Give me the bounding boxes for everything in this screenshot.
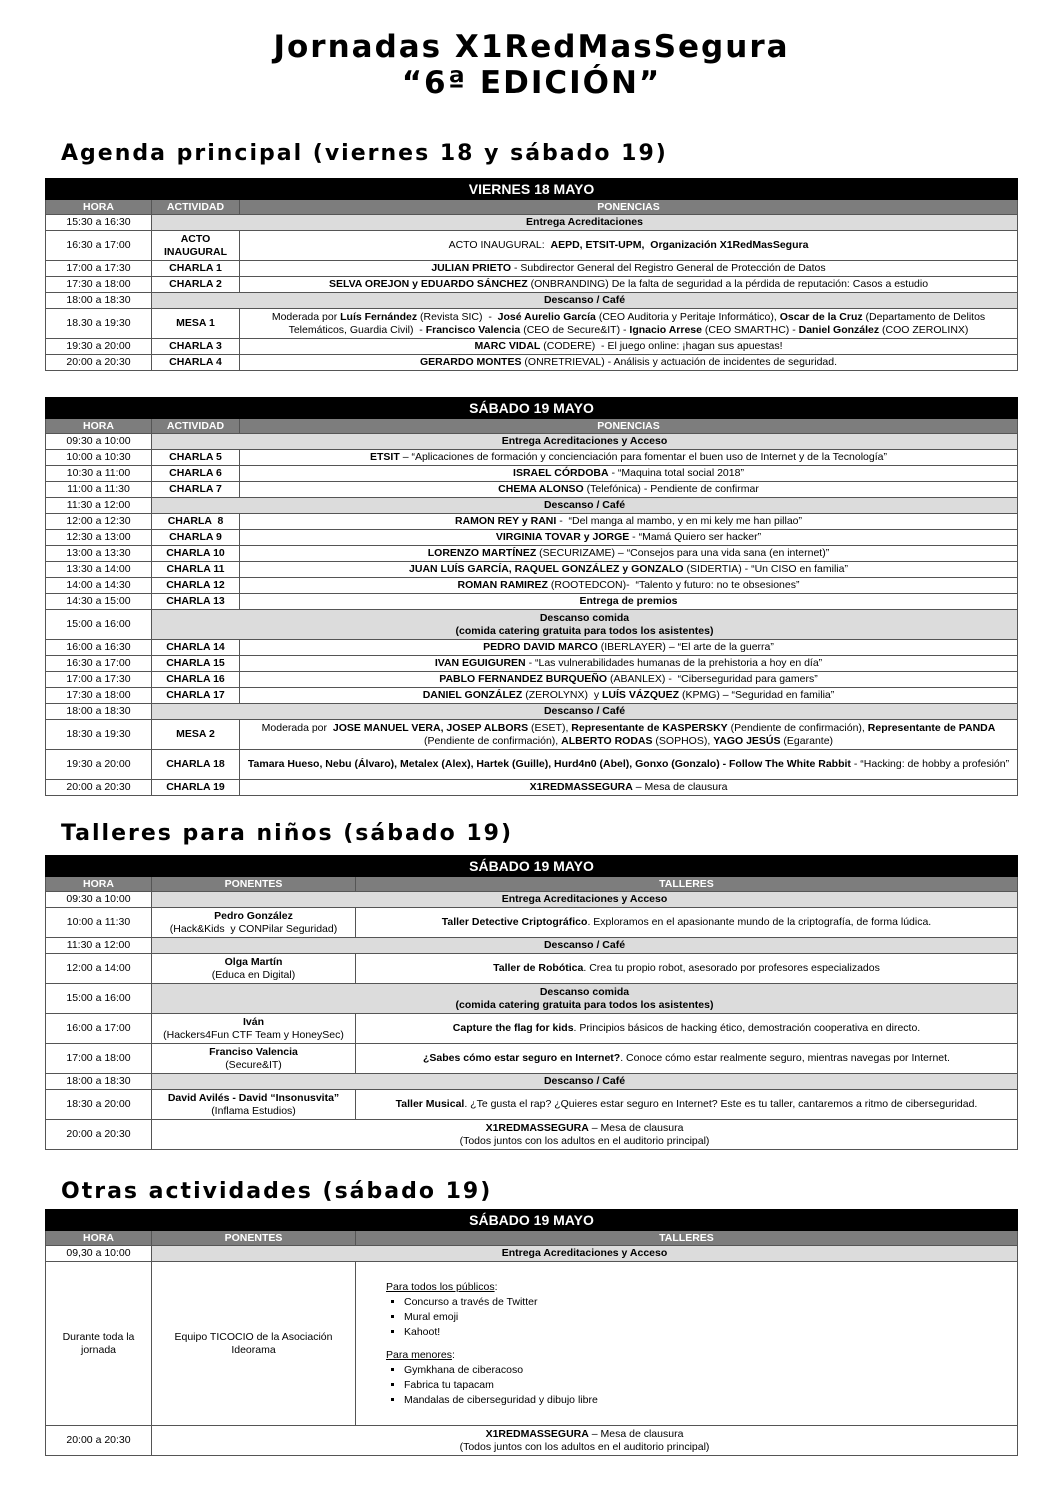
sabado-talk: JUAN LUÍS GARCÍA, RAQUEL GONZÁLEZ y GONZALO (SIDERTIA) - “Un CISO en familia” (240, 562, 1018, 578)
sabado-activity: CHARLA 6 (152, 466, 240, 482)
otras-col-ponentes: PONENTES (152, 1231, 356, 1246)
talleres-speaker: Pedro González (Hack&Kids y CONPilar Seguridad) (152, 908, 356, 938)
talleres-time: 18:00 a 18:30 (46, 1074, 152, 1090)
sabado-row (46, 514, 1018, 530)
sabado-time: 13:00 a 13:30 (46, 546, 152, 562)
sabado-time: 14:30 a 15:00 (46, 594, 152, 610)
section-agenda-title: Agenda principal (viernes 18 y sábado 19) (61, 141, 668, 166)
viernes-time: 19:30 a 20:00 (46, 339, 152, 355)
viernes-time: 15:30 a 16:30 (46, 215, 152, 231)
sabado-activity: MESA 2 (152, 720, 240, 750)
talleres-row (46, 984, 1018, 1014)
otras-group1-list (386, 1295, 1014, 1340)
otras-close-time: 20:00 a 20:30 (46, 1426, 152, 1456)
talleres-row (46, 954, 1018, 984)
talleres-row (46, 1090, 1018, 1120)
talleres-workshop: Taller Detective Criptográfico. Exploramos en el apasionante mundo de la criptografía, de forma lúdica. (356, 908, 1018, 938)
sabado-activity: CHARLA 9 (152, 530, 240, 546)
sabado-activity: CHARLA 15 (152, 656, 240, 672)
viernes-activity: CHARLA 3 (152, 339, 240, 355)
viernes-time: 18.30 a 19:30 (46, 309, 152, 339)
sabado-activity: CHARLA 12 (152, 578, 240, 594)
sabado-row (46, 562, 1018, 578)
talleres-speaker: Olga Martín (Educa en Digital) (152, 954, 356, 984)
talleres-col-talleres: TALLERES (356, 877, 1018, 892)
sabado-time: 17:00 a 17:30 (46, 672, 152, 688)
viernes-row (46, 231, 1018, 261)
viernes-row (46, 355, 1018, 371)
viernes-time: 20:00 a 20:30 (46, 355, 152, 371)
sabado-talk: ROMAN RAMIREZ (ROOTEDCON)- “Talento y futuro: no te obsesiones” (240, 578, 1018, 594)
viernes-row (46, 277, 1018, 293)
viernes-time: 17:00 a 17:30 (46, 261, 152, 277)
sabado-row (46, 672, 1018, 688)
otras-close-text: – Mesa de clausura (588, 1427, 684, 1440)
talleres-row (46, 1074, 1018, 1090)
viernes-time: 18:00 a 18:30 (46, 293, 152, 309)
sabado-time: 18:00 a 18:30 (46, 704, 152, 720)
sabado-talk: Entrega de premios (240, 594, 1018, 610)
talleres-col-ponentes: PONENTES (152, 877, 356, 892)
sabado-talk: ETSIT – “Aplicaciones de formación y concienciación para fomentar el buen uso de Internet y de la Tecnología” (240, 450, 1018, 466)
sabado-talk: CHEMA ALONSO (Telefónica) - Pendiente de confirmar (240, 482, 1018, 498)
viernes-activity: ACTO INAUGURAL (152, 231, 240, 261)
otras-activity-item: ▪ Mandalas de ciberseguridad y dibujo libre (404, 1393, 1014, 1408)
sabado-time: 16:00 a 16:30 (46, 640, 152, 656)
otras-acc-text: Entrega Acreditaciones y Acceso (152, 1246, 1018, 1262)
talleres-workshop: Taller Musical. ¿Te gusta el rap? ¿Quieres estar seguro en Internet? Este es tu taller, cantaremos a ritmo de ciberseguridad. (356, 1090, 1018, 1120)
talleres-time: 17:00 a 18:00 (46, 1044, 152, 1074)
talleres-closing: X1REDMASSEGURA – Mesa de clausura (Todos juntos con los adultos en el auditorio principal) (152, 1120, 1018, 1150)
otras-activity-item: ▪ Concurso a través de Twitter (404, 1295, 1014, 1310)
sabado-talk: IVAN EGUIGUREN - “Las vulnerabilidades humanas de la prehistoria a hoy en día” (240, 656, 1018, 672)
otras-activity-item: ▪ Mural emoji (404, 1310, 1014, 1325)
sabado-talk: Tamara Hueso, Nebu (Álvaro), Metalex (Alex), Hartek (Guille), Hurd4n0 (Abel), Gonxo (Gonzalo) - Follow The White Rabbit - “Hacking: de hobby a profesión” (240, 750, 1018, 780)
talleres-time: 12:00 a 14:00 (46, 954, 152, 984)
viernes-activity: CHARLA 1 (152, 261, 240, 277)
sabado-talk: X1REDMASSEGURA – Mesa de clausura (240, 780, 1018, 796)
section-talleres-title: Talleres para niños (sábado 19) (61, 821, 514, 846)
sabado-time: 17:30 a 18:00 (46, 688, 152, 704)
sabado-row (46, 434, 1018, 450)
sabado-row (46, 466, 1018, 482)
viernes-activity: CHARLA 4 (152, 355, 240, 371)
talleres-workshop: ¿Sabes cómo estar seguro en Internet?. Conoce cómo estar realmente seguro, mientras navegas por Internet. (356, 1044, 1018, 1074)
viernes-talk: Moderada por Luís Fernández (Revista SIC) - José Aurelio García (CEO Auditoria y Peritaje Informático), Oscar de la Cruz (Departamento de Delitos Telemáticos, Guardia Civil) - Francisco Valencia (CEO de Secure&IT) - Ignacio Arrese (CEO SMARTHC) - Daniel González (COO ZEROLINX) (240, 309, 1018, 339)
sabado-activity: CHARLA 14 (152, 640, 240, 656)
otras-activity-item: ▪ Fabrica tu tapacam (404, 1378, 1014, 1393)
talleres-row (46, 908, 1018, 938)
sabado-activity: CHARLA 16 (152, 672, 240, 688)
talleres-break: Descanso / Café (152, 1074, 1018, 1090)
talleres-row (46, 938, 1018, 954)
sabado-activity: CHARLA 8 (152, 514, 240, 530)
sabado-talk: RAMON REY y RANI - “Del manga al mambo, y en mi kely me han pillao” (240, 514, 1018, 530)
otras-activity-item: ▪ Kahoot! (404, 1325, 1014, 1340)
otras-close-title: X1REDMASSEGURA (485, 1427, 589, 1440)
talleres-workshop: Taller de Robótica. Crea tu propio robot, asesorado por profesores especializados (356, 954, 1018, 984)
sabado-time: 15:00 a 16:00 (46, 610, 152, 640)
sabado-time: 12:00 a 12:30 (46, 514, 152, 530)
viernes-row (46, 293, 1018, 309)
sabado-talk: PEDRO DAVID MARCO (IBERLAYER) – “El arte de la guerra” (240, 640, 1018, 656)
sabado-row (46, 530, 1018, 546)
viernes-activity: CHARLA 2 (152, 277, 240, 293)
sabado-time: 19:30 a 20:00 (46, 750, 152, 780)
viernes-time: 16:30 a 17:00 (46, 231, 152, 261)
sabado-time: 09:30 a 10:00 (46, 434, 152, 450)
sabado-row (46, 546, 1018, 562)
sabado-activity: CHARLA 17 (152, 688, 240, 704)
sabado-row (46, 498, 1018, 514)
doc-title-line2: “6ª EDICIÓN” (401, 65, 662, 101)
talleres-header-row (46, 877, 1018, 892)
otras-group2-title: Para menores (386, 1348, 452, 1361)
sabado-talk: PABLO FERNANDEZ BURQUEÑO (ABANLEX) - “Ciberseguridad para gamers” (240, 672, 1018, 688)
viernes-time: 17:30 a 18:00 (46, 277, 152, 293)
sabado-activity: CHARLA 13 (152, 594, 240, 610)
sabado-row (46, 640, 1018, 656)
talleres-speaker: Iván (Hackers4Fun CTF Team y HoneySec) (152, 1014, 356, 1044)
sabado-row (46, 610, 1018, 640)
sabado-break: Entrega Acreditaciones y Acceso (152, 434, 1018, 450)
sabado-talk: ISRAEL CÓRDOBA - “Maquina total social 2018” (240, 466, 1018, 482)
sabado-time: 12:30 a 13:00 (46, 530, 152, 546)
sabado-time: 11:00 a 11:30 (46, 482, 152, 498)
section-otras-title: Otras actividades (sábado 19) (61, 1179, 493, 1204)
viernes-talk: MARC VIDAL (CODERE) - El juego online: ¡hagan sus apuestas! (240, 339, 1018, 355)
viernes-talk: GERARDO MONTES (ONRETRIEVAL) - Análisis y actuación de incidentes de seguridad. (240, 355, 1018, 371)
sabado-row (46, 482, 1018, 498)
talleres-workshop: Capture the flag for kids. Principios básicos de hacking ético, demostración cooperativa en directo. (356, 1014, 1018, 1044)
viernes-row (46, 339, 1018, 355)
viernes-day-header: VIERNES 18 MAYO (46, 179, 1018, 200)
viernes-col-ponencias: PONENCIAS (240, 200, 1018, 215)
sabado-activity: CHARLA 11 (152, 562, 240, 578)
sabado-time: 10:00 a 10:30 (46, 450, 152, 466)
otras-close-sub: (Todos juntos con los adultos en el auditorio principal) (459, 1440, 710, 1453)
viernes-talk: SELVA OREJON y EDUARDO SÁNCHEZ (ONBRANDING) De la falta de seguridad a la pérdida de reputación: Casos a estudio (240, 277, 1018, 293)
sabado-talk: LORENZO MARTÍNEZ (SECURIZAME) – “Consejos para una vida sana (en internet)” (240, 546, 1018, 562)
otras-activity-item: ▪ Gymkhana de ciberacoso (404, 1363, 1014, 1378)
sabado-row (46, 594, 1018, 610)
talleres-table (45, 855, 1018, 1150)
sabado-row (46, 688, 1018, 704)
sabado-row (46, 450, 1018, 466)
sabado-time: 16:30 a 17:00 (46, 656, 152, 672)
talleres-time: 16:00 a 17:00 (46, 1014, 152, 1044)
sabado-activity: CHARLA 10 (152, 546, 240, 562)
viernes-talk: ACTO INAUGURAL: AEPD, ETSIT-UPM, Organización X1RedMasSegura (240, 231, 1018, 261)
otras-main-who: Equipo TICOCIO de la Asociación Ideorama (152, 1262, 356, 1426)
sabado-col-actividad: ACTIVIDAD (152, 419, 240, 434)
sabado-time: 11:30 a 12:00 (46, 498, 152, 514)
sabado-activity: CHARLA 18 (152, 750, 240, 780)
viernes-header-row (46, 200, 1018, 215)
sabado-row (46, 750, 1018, 780)
sabado-talk: VIRGINIA TOVAR y JORGE - “Mamá Quiero ser hacker” (240, 530, 1018, 546)
sabado-row (46, 578, 1018, 594)
viernes-talk: JULIAN PRIETO - Subdirector General del Registro General de Protección de Datos (240, 261, 1018, 277)
sabado-day-header: SÁBADO 19 MAYO (46, 398, 1018, 419)
viernes-break: Entrega Acreditaciones (152, 215, 1018, 231)
sabado-time: 18:30 a 19:30 (46, 720, 152, 750)
otras-col-talleres: TALLERES (356, 1231, 1018, 1246)
sabado-activity: CHARLA 7 (152, 482, 240, 498)
otras-group1-title: Para todos los públicos (386, 1280, 495, 1293)
sabado-row (46, 656, 1018, 672)
viernes-col-hora: HORA (46, 200, 152, 215)
viernes-row (46, 215, 1018, 231)
sabado-day-row (46, 398, 1018, 419)
otras-acc-time: 09,30 a 10:00 (46, 1246, 152, 1262)
agenda-viernes-table (45, 178, 1018, 371)
sabado-activity: CHARLA 5 (152, 450, 240, 466)
sabado-activity: CHARLA 19 (152, 780, 240, 796)
talleres-speaker: David Avilés - David “Insonusvita” (Inflama Estudios) (152, 1090, 356, 1120)
talleres-row (46, 892, 1018, 908)
viernes-col-actividad: ACTIVIDAD (152, 200, 240, 215)
sabado-row (46, 780, 1018, 796)
sabado-row (46, 720, 1018, 750)
sabado-break: Descanso / Café (152, 498, 1018, 514)
sabado-time: 20:00 a 20:30 (46, 780, 152, 796)
talleres-time: 20:00 a 20:30 (46, 1120, 152, 1150)
otras-main-time: Durante toda la jornada (46, 1262, 152, 1426)
sabado-header-row (46, 419, 1018, 434)
talleres-day-header: SÁBADO 19 MAYO (46, 856, 1018, 877)
talleres-row (46, 1014, 1018, 1044)
sabado-break: Descanso / Café (152, 704, 1018, 720)
talleres-time: 18:30 a 20:00 (46, 1090, 152, 1120)
sabado-row (46, 704, 1018, 720)
otras-close-cell (152, 1426, 1018, 1456)
viernes-break: Descanso / Café (152, 293, 1018, 309)
doc-title-line1: Jornadas X1RedMasSegura (273, 29, 790, 65)
sabado-talk: DANIEL GONZÁLEZ (ZEROLYNX) y LUÍS VÁZQUEZ (KPMG) – “Seguridad en familia” (240, 688, 1018, 704)
agenda-sabado-table (45, 397, 1018, 796)
otras-table (45, 1209, 1018, 1456)
sabado-talk: Moderada por JOSE MANUEL VERA, JOSEP ALBORS (ESET), Representante de KASPERSKY (Pendiente de confirmación), Representante de PANDA (Pendiente de confirmación), ALBERTO RODAS (SOPHOS), YAGO JESÚS (Egarante) (240, 720, 1018, 750)
sabado-col-hora: HORA (46, 419, 152, 434)
talleres-time: 09:30 a 10:00 (46, 892, 152, 908)
viernes-day-row (46, 179, 1018, 200)
sabado-time: 10:30 a 11:00 (46, 466, 152, 482)
viernes-activity: MESA 1 (152, 309, 240, 339)
talleres-break: Descanso comida (comida catering gratuita para todos los asistentes) (152, 984, 1018, 1014)
talleres-time: 10:00 a 11:30 (46, 908, 152, 938)
sabado-col-ponencias: PONENCIAS (240, 419, 1018, 434)
sabado-time: 14:00 a 14:30 (46, 578, 152, 594)
talleres-row (46, 1044, 1018, 1074)
talleres-row (46, 1120, 1018, 1150)
viernes-row (46, 261, 1018, 277)
sabado-time: 13:30 a 14:00 (46, 562, 152, 578)
talleres-time: 15:00 a 16:00 (46, 984, 152, 1014)
talleres-day-row (46, 856, 1018, 877)
talleres-break: Entrega Acreditaciones y Acceso (152, 892, 1018, 908)
viernes-row (46, 309, 1018, 339)
otras-day-header: SÁBADO 19 MAYO (46, 1210, 1018, 1231)
talleres-col-hora: HORA (46, 877, 152, 892)
talleres-break: Descanso / Café (152, 938, 1018, 954)
talleres-time: 11:30 a 12:00 (46, 938, 152, 954)
otras-group2-list (386, 1363, 1014, 1408)
otras-col-hora: HORA (46, 1231, 152, 1246)
sabado-break: Descanso comida (comida catering gratuita para todos los asistentes) (152, 610, 1018, 640)
talleres-speaker: Franciso Valencia (Secure&IT) (152, 1044, 356, 1074)
otras-main-activities: Para todos los públicos: ▪ Concurso a través de Twitter ▪ Mural emoji ▪ Kahoot! Para menores: ▪ Gymkhana de ciberacoso ▪ Fabrica tu tapacam ▪ Mandalas de ciberseguridad y dibujo libre (356, 1262, 1018, 1426)
